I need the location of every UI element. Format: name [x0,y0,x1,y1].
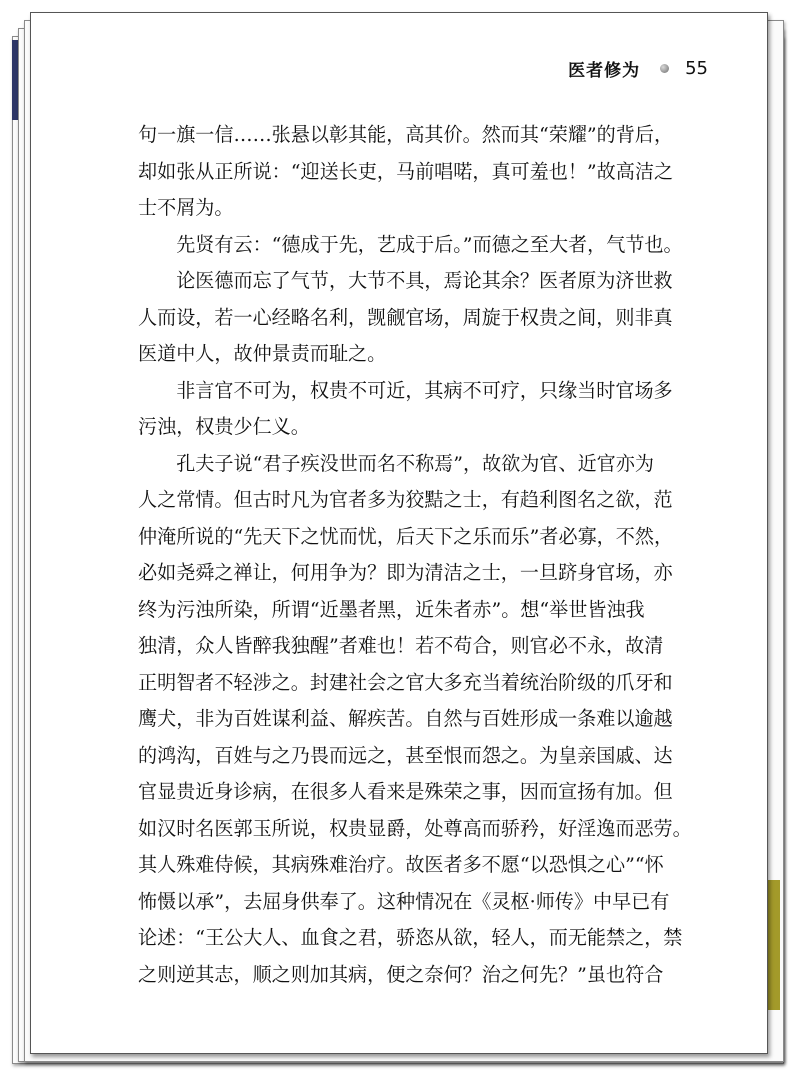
text-line: 非言官不可为，权贵不可近，其病不可疗，只缘当时官场多 [138,378,673,402]
text-line: 却如张从正所说：“迎送长吏，马前唱喏，真可羞也！”故高洁之 [138,159,674,183]
text-line: 污浊，权贵少仁义。 [138,415,310,438]
text-line: 如汉时名医郭玉所说，权贵显爵，处尊高而骄矜，好淫逸而恶劳。 [138,816,692,840]
text-line: 仲淹所说的“先天下之忧而忧，后天下之乐而乐”者必寡，不然， [138,524,674,548]
text-line: 怖慑以承”，去屈身供奉了。这种情况在《灵枢·师传》中早已有 [138,889,670,913]
text-line: 先贤有云：“德成于先，艺成于后。”而德之至大者，气节也。 [138,232,683,256]
text-line: 之则逆其志，顺之则加其病，便之奈何？治之何先？”虽也符合 [138,962,664,986]
text-line: 医道中人，故仲景责而耻之。 [138,342,387,365]
text-line: 官显贵近身诊病，在很多人看来是殊荣之事，因而宣扬有加。但 [138,780,673,803]
text-line: 必如尧舜之禅让，何用争为？即为清洁之士，一旦跻身官场，亦 [138,561,673,584]
text-line: 正明智者不轻涉之。封建社会之官大多充当着统治阶级的爪牙和 [138,670,673,694]
running-title: 医者修为 [568,61,641,81]
text-line: 人而设，若一心经略名利，觊觎官场，周旋于权贵之间，则非真 [138,305,673,329]
text-line: 士不屑为。 [138,196,234,219]
text-line: 其人殊难侍候，其病殊难治疗。故医者多不愿“以恐惧之心”“怀 [138,853,664,876]
running-header [568,56,708,81]
book-spine-edge [766,880,780,1010]
text-line: 论医德而忘了气节，大节不具，焉论其余？医者原为济世救 [138,269,673,292]
text-line: 句一旗一信……张悬以彰其能，高其价。然而其“荣耀”的背后， [138,123,674,146]
text-line: 鹰犬，非为百姓谋利益、解疾苦。自然与百姓形成一条难以逾越 [138,707,673,730]
text-line: 论述：“王公大人、血食之君，骄恣从欲，轻人，而无能禁之，禁 [138,926,683,949]
text-line: 孔夫子说“君子疾没世而名不称焉”，故欲为官、近官亦为 [138,451,654,475]
text-line: 独清，众人皆醉我独醒”者难也！若不苟合，则官必不永，故清 [138,634,664,657]
page-number: 55 [685,58,708,79]
text-line: 终为污浊所染，所谓“近墨者黑，近朱者赤”。想“举世皆浊我 [138,597,645,621]
text-line: 人之常情。但古时凡为官者多为狡黠之士，有趋利图名之欲，范 [138,488,673,511]
text-line: 的鸿沟，百姓与之乃畏而远之，甚至恨而怨之。为皇亲国戚、达 [138,743,673,767]
body-text [138,117,692,993]
bullet-dot-icon [660,64,669,73]
